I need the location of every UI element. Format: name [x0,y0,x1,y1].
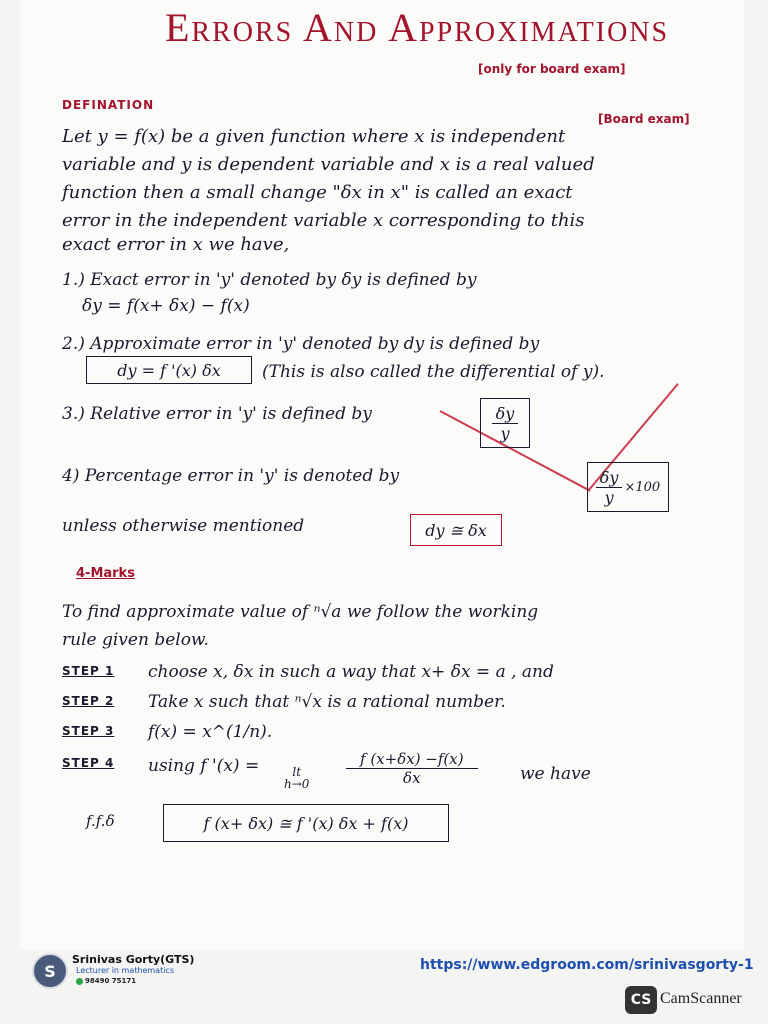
author-name: Srinivas Gorty(GTS) [72,953,195,966]
percentage-multiplier: ×100 [624,479,661,495]
definition-line-2: variable and y is dependent variable and x is a real valued [62,154,595,175]
relative-error-numerator: δy [492,404,519,424]
final-prefix: f.f.δ [86,812,115,830]
whatsapp-icon [76,978,83,985]
percentage-error-numerator: δy [596,468,623,488]
working-rule-line-1: To find approximate value of ⁿ√a we follow the working [62,602,539,622]
definition-line-5: exact error in x we have, [62,234,290,255]
step-3-text: f(x) = x^(1/n). [148,722,273,742]
final-formula-box: f (x+ δx) ≅ f '(x) δx + f(x) [163,804,449,842]
step-4-lim-word: lt [292,765,302,779]
author-avatar: S [32,953,68,989]
definition-heading: DEFINATION [62,98,155,112]
approx-error-line: 2.) Approximate error in 'y' denoted by dy is defined by [62,334,540,354]
exact-error-formula: δy = f(x+ δx) − f(x) [82,296,250,316]
unless-boxed-formula: dy ≅ δx [410,514,502,546]
step-1-text: choose x, δx in such a way that x+ δx = a , and [148,662,554,682]
approx-error-note: (This is also called the differential of y). [262,362,605,382]
step-1-label: STEP 1 [62,664,115,678]
step-2-text: Take x such that ⁿ√x is a rational number. [148,692,506,712]
page-title: Errors And Approximations [165,5,670,50]
relative-error-line: 3.) Relative error in 'y' is defined by [62,404,372,424]
step-3-label: STEP 3 [62,724,115,738]
step-4-lim-sub: h→0 [284,777,310,791]
working-rule-line-2: rule given below. [62,630,209,650]
board-exam-tag: [Board exam] [598,112,690,126]
camscanner-logo-icon: CS [625,986,657,1014]
relative-error-fraction [492,404,519,443]
step-4-label: STEP 4 [62,756,115,770]
author-url-link[interactable]: https://www.edgroom.com/srinivasgorty-1 [420,957,754,973]
step-2-label: STEP 2 [62,694,115,708]
author-phone [76,977,136,985]
step-4-prefix: using f '(x) = [148,756,260,776]
percentage-error-denominator: y [604,487,614,507]
definition-line-1: Let y = f(x) be a given function where x is independent [62,126,566,147]
definition-line-3: function then a small change "δx in x" is called an exact [62,182,573,203]
definition-line-4: error in the independent variable x corresponding to this [62,210,585,231]
relative-error-denominator: y [500,423,510,443]
step-4-denominator: δx [403,769,421,787]
camscanner-name: CamScanner [660,990,742,1007]
approx-error-boxed-formula: dy = f '(x) δx [86,356,252,384]
subtitle: [only for board exam] [478,62,626,76]
exact-error-line: 1.) Exact error in 'y' denoted by δy is defined by [62,270,477,290]
relative-error-fraction-box [480,398,530,448]
step-4-fraction [346,750,478,787]
unless-mentioned-text: unless otherwise mentioned [62,516,305,536]
author-phone-number: 98490 75171 [85,977,137,985]
step-4-limit [284,766,309,790]
author-role: Lecturer in mathematics [76,966,174,975]
percentage-error-box [587,462,669,512]
percentage-error-line: 4) Percentage error in 'y' is denoted by [62,466,400,486]
marks-heading: 4-Marks [76,566,135,581]
step-4-suffix: we have [520,764,591,784]
percentage-error-fraction [596,468,623,507]
step-4-numerator: f (x+δx) −f(x) [346,750,478,769]
